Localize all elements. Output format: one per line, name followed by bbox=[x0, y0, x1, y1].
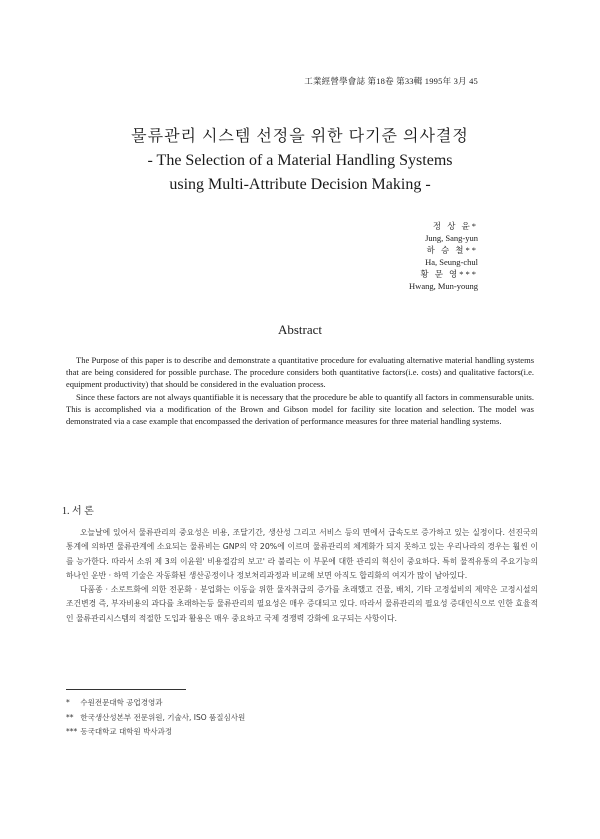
abstract-body bbox=[66, 354, 534, 427]
author-1-english: Jung, Sang-yun bbox=[425, 233, 478, 243]
abstract-heading: Abstract bbox=[277, 322, 323, 337]
footnote-2-mark: ** bbox=[66, 712, 74, 722]
title-korean: 물류관리 시스템 선정을 위한 다기준 의사결정 bbox=[131, 128, 469, 145]
footnote-1-mark: * bbox=[66, 698, 70, 707]
footnote-divider bbox=[66, 689, 186, 690]
introduction-body bbox=[66, 526, 538, 626]
abstract-paragraph-2: Since these factors are not always quantifiable it is necessary that the procedure be able to quantify all factors in commensurable units. This is accomplished via a modification of the Brown and Gibson model for facility site location and selection. The model was demonstrated via a case example that encompassed the derivation of performance measures for three material handling systems. bbox=[66, 391, 534, 427]
author-2-korean: 하 승 철** bbox=[426, 245, 478, 255]
body-paragraph-1: 오늘날에 있어서 물류관리의 중요성은 비용, 조달기간, 생산성 그리고 서비스 등의 면에서 급속도로 증가하고 있는 실정이다. 선진국의 통계에 의하면 물류관계에 소요되는 물류비는 GNP의 약 20%에 이르며 물류관리의 체계화가 되지 못하고 있는 우리나라의 경우는 훨씬 이를 능가한다. 따라서 소위 제 3의 이윤원' 비용절감의 보고' 라 불리는 이 부문에 대한 관리의 혁신이 중요하다. 특히 물적유통의 주요기능의 하나인 운반 · 하역 기술은 자동화된 생산공정이나 정보처리과정과 비교해 보면 아직도 합리화의 여지가 많이 남아있다. bbox=[66, 528, 538, 580]
author-list bbox=[409, 220, 478, 292]
footnote-1-text: 수원전문대학 공업경영과 bbox=[80, 698, 163, 707]
journal-volume: 第18卷 bbox=[367, 76, 394, 86]
journal-name: 工業經營學會誌 bbox=[304, 76, 366, 86]
footnotes bbox=[66, 696, 466, 740]
running-header bbox=[304, 75, 478, 87]
author-3-english: Hwang, Mun-young bbox=[409, 281, 478, 291]
journal-issue: 第33輯 bbox=[396, 76, 423, 86]
page-number: 45 bbox=[469, 76, 478, 86]
title-english-line-1: - The Selection of a Material Handling Systems bbox=[147, 152, 453, 169]
body-paragraph-2: 다품종 · 소로트화에 의한 전문화 · 분업화는 이동을 위한 물자취급의 증가를 초래했고 건물, 배치, 기타 고정설비의 제약은 고정시설의 조건변경 즉, 부자비용의 과다를 초래하는등 물류관리의 필요성은 매우 증대되고 있다. 따라서 물류관리의 필요성 증대인식으로 인한 효율적인 물류관리시스템의 적절한 도입과 활용은 매우 중요하고 국제 경쟁력 강화에 요구되는 사항이다. bbox=[66, 585, 538, 623]
footnote-3 bbox=[66, 725, 466, 740]
journal-date: 1995年 3月 bbox=[424, 76, 467, 86]
abstract-paragraph-1: The Purpose of this paper is to describe and demonstrate a quantitative procedure for evaluating alternative material handling systems that are being considered for possible purchase. The procedure considers both quantitative factors(i.e. costs) and qualitative factors(i.e. equipment productivity) that should be considered in the evaluation process. bbox=[66, 355, 534, 390]
title-block bbox=[0, 125, 600, 197]
footnote-2 bbox=[66, 711, 466, 726]
footnote-3-mark: *** bbox=[66, 727, 78, 736]
author-2-english: Ha, Seung-chul bbox=[425, 257, 478, 267]
title-english-line-2: using Multi-Attribute Decision Making - bbox=[169, 176, 431, 193]
author-1-korean: 정 상 윤* bbox=[432, 221, 478, 231]
author-3-korean: 황 문 영*** bbox=[420, 269, 478, 279]
section-heading-introduction: 1. 서 론 bbox=[62, 506, 94, 517]
footnote-1 bbox=[66, 696, 466, 711]
footnote-2-text: 한국생산성본부 전문위원, 기술사, ISO 품질심사원 bbox=[80, 712, 246, 722]
footnote-3-text: 동국대학교 대학원 박사과정 bbox=[80, 727, 173, 736]
